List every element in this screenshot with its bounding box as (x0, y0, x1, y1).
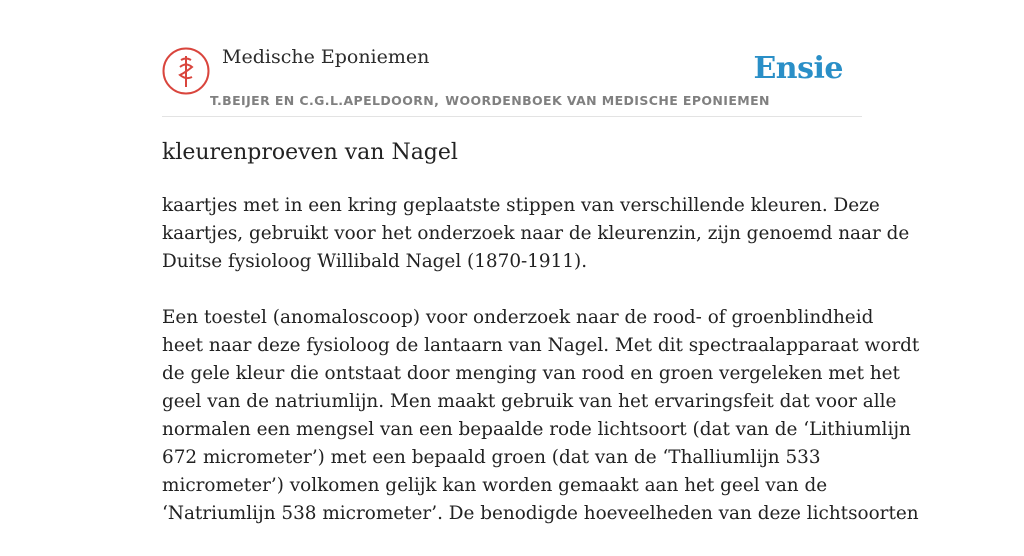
entry-body (162, 192, 920, 556)
ensie-logo[interactable]: Ensie (753, 51, 843, 86)
paragraph-line: de gele kleur die ontstaat door menging van rood en groen vergeleken met het (162, 363, 900, 384)
book-title[interactable]: Medische Eponiemen (222, 46, 430, 68)
book-source (210, 93, 770, 108)
paragraph-line: geel van de natriumlijn. Men maakt gebruik van het ervaringsfeit dat voor alle (162, 391, 897, 412)
paragraph-line: kaartjes met in een kring geplaatste stippen van verschillende kleuren. Deze (162, 195, 880, 216)
caduceus-icon[interactable] (162, 47, 210, 95)
paragraph-line: micrometer’) volkomen gelijk kan worden gemaakt aan het geel van de (162, 475, 828, 496)
paragraph-line: Duitse fysioloog Willibald Nagel (1870-1911). (162, 251, 588, 272)
paragraph-line: Een toestel (anomaloscoop) voor onderzoek naar de rood- of groenblindheid (162, 307, 874, 328)
book-authors: T.BEIJER EN C.G.L.APELDOORN, (210, 93, 440, 108)
entry-title: kleurenproeven van Nagel (162, 140, 458, 165)
book-header (162, 46, 862, 117)
paragraph-line: heet naar deze fysioloog de lantaarn van Nagel. Met dit spectraalapparaat wordt (162, 335, 920, 356)
entry-paragraph-2 (162, 304, 920, 528)
book-work: WOORDENBOEK VAN MEDISCHE EPONIEMEN (445, 93, 770, 108)
entry-paragraph-1 (162, 192, 910, 276)
paragraph-line: kaartjes, gebruikt voor het onderzoek naar de kleurenzin, zijn genoemd naar de (162, 223, 910, 244)
paragraph-line: ‘Natriumlijn 538 micrometer’. De benodigde hoeveelheden van deze lichtsoorten (162, 503, 919, 524)
paragraph-line: 672 micrometer’) met een bepaald groen (dat van de ‘Thalliumlijn 533 (162, 447, 821, 468)
paragraph-line: normalen een mengsel van een bepaalde rode lichtsoort (dat van de ‘Lithiumlijn (162, 419, 911, 440)
